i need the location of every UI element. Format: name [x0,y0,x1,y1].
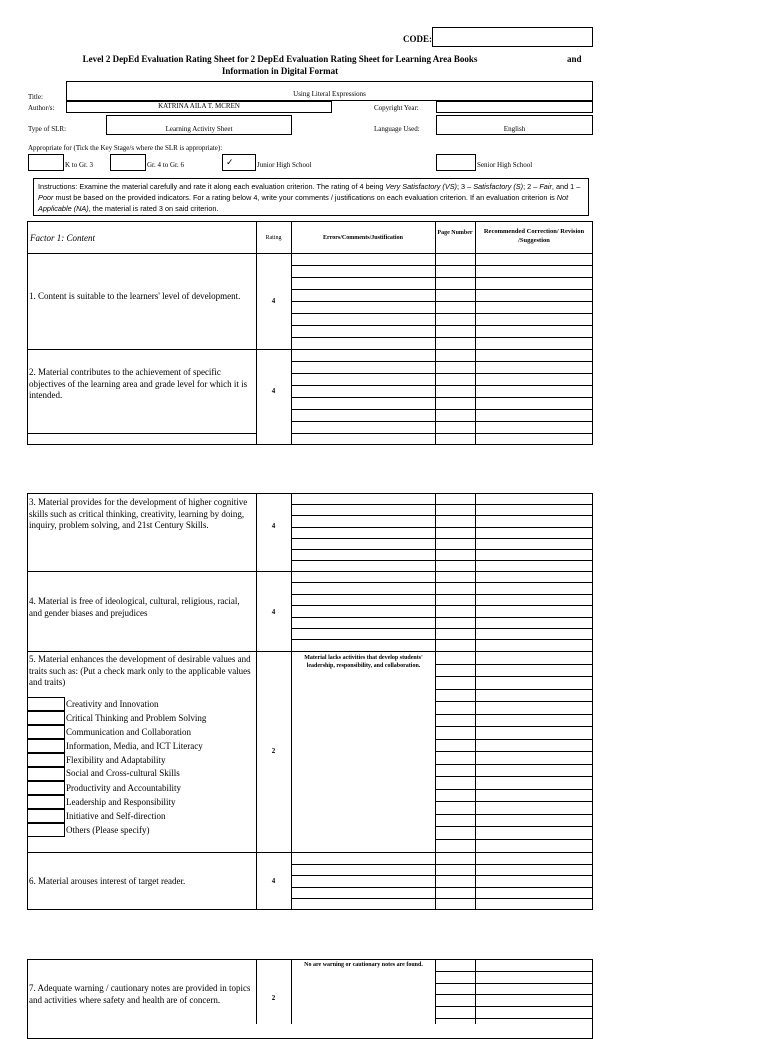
title-value: Using Literal Expressions [293,90,366,98]
ruled-line [291,409,593,410]
trait-label-6: Social and Cross-cultural Skills [66,768,180,778]
ruled-line [291,325,593,326]
copyright-label: Copyright Year: [374,104,419,112]
trait-label-9: Initiative and Self-direction [66,811,166,821]
sheet-title-line1: Level 2 DepEd Evaluation Rating Sheet for 2 DepEd Evaluation Rating Sheet for Learning Area Books [82,54,478,64]
criterion-3-rating[interactable]: 4 [271,522,276,530]
trait-checkbox-10[interactable] [27,823,65,837]
checkbox-k3[interactable] [28,154,64,171]
criterion-4-rating[interactable]: 4 [271,608,276,616]
ruled-line [435,726,593,727]
trait-checkbox-7[interactable] [27,781,65,795]
stage-jhs-label: Junior High School [257,161,312,169]
trait-checkbox-5[interactable] [27,753,65,767]
ruled-line [435,826,593,827]
page-number-header: Page Number [437,230,473,236]
trait-label-5: Flexibility and Adaptability [66,755,166,765]
stage-g46-label: Gr. 4 to Gr. 6 [147,161,184,169]
copyright-field[interactable] [436,101,593,113]
type-value: Learning Activity Sheet [165,125,233,133]
ruled-line [291,265,593,266]
column-divider [435,959,436,1024]
criterion-1-rating[interactable]: 4 [271,297,276,305]
ruled-line [291,361,593,362]
ruled-line [291,875,593,876]
ruled-line [291,605,593,606]
checkbox-shs[interactable] [436,154,476,171]
rating-header: Rating [265,235,282,241]
column-divider [475,959,476,1024]
trait-checkbox-4[interactable] [27,739,65,753]
criterion-5-rating[interactable]: 2 [271,747,276,755]
stage-shs-label: Senior High School [477,161,533,169]
checkbox-g46[interactable] [110,154,146,171]
ruled-line [291,504,593,505]
ruled-line [291,289,593,290]
ruled-line [435,676,593,677]
ruled-line [291,639,593,640]
ruled-line [291,337,593,338]
ruled-line [435,701,593,702]
ruled-line [291,421,593,422]
ruled-line [435,1018,593,1019]
ruled-line [291,373,593,374]
criterion-6-text: 6. Material arouses interest of target reader. [29,876,186,886]
ruled-line [435,739,593,740]
ruled-line [291,527,593,528]
criterion-6-rating[interactable]: 4 [271,877,276,885]
factor-heading: Factor 1: Content [30,233,95,243]
criterion-7-text: 7. Adequate warning / cautionary notes are provided in topics and activities where safety and health are of concern. [29,983,251,1005]
criterion-2-text: 2. Material contributes to the achievement of specific objectives of the learning area and grade level for which it is intended. [29,367,248,400]
criteria-table-part1 [27,221,593,445]
ruled-line [291,515,593,516]
errors-header: Errors/Comments/Justification [323,235,403,241]
trait-checkbox-3[interactable] [27,725,65,739]
trait-checkbox-6[interactable] [27,767,65,781]
criterion-3-text: 3. Material provides for the development of higher cognitive skills such as critical thinking, creativity, learning by doing, inquiry, problem solving, and 21st Century Skills. [29,497,248,530]
column-divider [291,221,292,445]
trait-label-8: Leadership and Responsibility [66,797,176,807]
authors-value: KATRINA AILA T. MCREN [158,102,240,110]
ruled-line [291,433,593,434]
ruled-line [291,582,593,583]
column-divider [256,221,257,445]
ruled-line [291,898,593,899]
sheet-title-line2: Information in Digital Format [221,66,339,76]
column-divider [256,959,257,1024]
trait-checkbox-9[interactable] [27,809,65,823]
trait-label-10: Others (Please specify) [66,825,150,835]
criterion-1-text: 1. Content is suitable to the learners' level of development. [29,291,241,301]
title-label: Title: [28,93,43,101]
trait-checkbox-2[interactable] [27,711,65,725]
column-divider [435,221,436,445]
authors-label: Author/s: [28,104,55,112]
type-label: Type of SLR: [28,125,67,133]
code-field[interactable] [432,27,593,47]
criterion-4-text: 4. Material is free of ideological, cultural, religious, racial, and gender biases and prejudices [29,596,240,618]
column-divider [291,493,292,910]
trait-label-7: Productivity and Accountability [66,783,181,793]
column-divider [475,221,476,445]
ruled-line [291,887,593,888]
language-label: Language Used: [374,125,420,133]
instructions-text: Instructions: Examine the material carefully and rate it along each evaluation criterion. The rating of 4 being Very Satisfactory (VS); 3 – Satisfactory (S); 2 – Fair, and 1 – Poor must be based on the provided indicators. For a rating below 4, write your comments / justifications on each evaluation criterion. If an evaluation criterion is Not Applicable (NA), the material is rated 3 on said criterion. [38,182,581,213]
ruled-line [291,313,593,314]
language-value: English [503,125,526,133]
trait-checkbox-8[interactable] [27,795,65,809]
ruled-line [291,594,593,595]
ruled-line [435,814,593,815]
ruled-line [291,538,593,539]
code-label: CODE: [403,34,432,44]
jhs-check-icon: ✓ [226,157,234,167]
ruled-line [435,1006,593,1007]
ruled-line [291,617,593,618]
ruled-line [435,801,593,802]
ruled-line [435,983,593,984]
ruled-line [435,789,593,790]
ruled-line [291,385,593,386]
ruled-line [435,751,593,752]
ruled-line [291,560,593,561]
ruled-line [291,864,593,865]
stages-label: Appropriate for (Tick the Key Stage/s where the SLR is appropriate): [28,144,223,152]
column-divider [291,959,292,1024]
recommended-header: Recommended Correction/ Revision /Suggestion [483,228,585,244]
ruled-line [435,664,593,665]
criterion-5-text: 5. Material enhances the development of desirable values and traits such as: (Put a check mark only to the applicable values and traits) [29,654,251,687]
column-divider [256,493,257,910]
trait-label-4: Information, Media, and ICT Literacy [66,741,203,751]
ruled-line [435,776,593,777]
ruled-line [435,714,593,715]
criterion-2-rating[interactable]: 4 [271,387,276,395]
criterion-7-rating[interactable]: 2 [271,994,276,1002]
trait-label-1: Creativity and Innovation [66,699,159,709]
sheet-title-and: and [567,54,582,64]
ruled-line [291,397,593,398]
criterion-5-comment: Material lacks activities that develop students' leadership, responsibility, and collaboration. [304,655,423,669]
ruled-line [291,549,593,550]
trait-label-2: Critical Thinking and Problem Solving [66,713,207,723]
trait-checkbox-1[interactable] [27,697,65,711]
criterion-7-comment: No are warning or cautionary notes are found. [304,962,423,968]
trait-label-3: Communication and Collaboration [66,727,191,737]
ruled-line [291,277,593,278]
ruled-line [435,689,593,690]
stage-k3-label: K to Gr. 3 [65,161,93,169]
ruled-line [291,628,593,629]
ruled-line [435,971,593,972]
ruled-line [435,994,593,995]
ruled-line [435,764,593,765]
ruled-line [435,839,593,840]
ruled-line [291,301,593,302]
